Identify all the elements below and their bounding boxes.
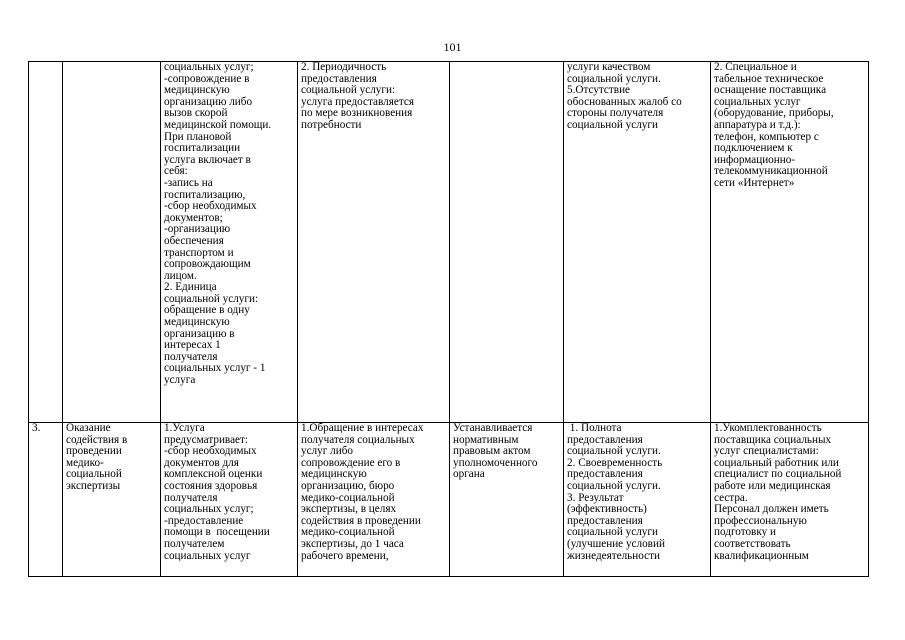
cell-text-line: интересах 1 — [164, 339, 221, 352]
cell-text-line: лицом. — [164, 269, 197, 282]
cell-text-line: информационно- — [714, 153, 796, 166]
cell-text-line: документов; — [164, 211, 223, 224]
cell-text-line: организацию либо — [164, 95, 253, 108]
cell-quality — [564, 423, 711, 577]
cell-text-line: -сбор необходимых — [164, 445, 257, 458]
cell-text-line: -организацию — [164, 223, 231, 236]
cell-text-line: 5.Отсутствие — [567, 84, 631, 97]
cell-text-line: 2. Специальное и — [714, 61, 797, 73]
cell-text-line: медицинскую — [301, 468, 367, 481]
services-table — [28, 61, 869, 577]
cell-text-line: госпитализации — [164, 142, 241, 155]
cell-text-line: социальных услуг; — [164, 61, 254, 73]
cell-service-timing — [298, 62, 450, 423]
cell-text-line: сопровождение его в — [301, 456, 401, 469]
cell-text-line: социальной услуги — [567, 526, 658, 539]
cell-text-line: сестра. — [714, 491, 748, 504]
cell-text-line: помощи в посещении — [164, 526, 270, 539]
cell-text-line: содействия в — [66, 433, 128, 446]
cell-text-line: жизнедеятельности — [567, 549, 660, 562]
cell-text-line: обоснованных жалоб со — [567, 95, 682, 108]
cell-text-line: 1.Услуга — [164, 422, 205, 434]
cell-text-line: квалификационным — [714, 549, 809, 562]
cell-text-line: предоставления — [567, 468, 643, 481]
cell-text-line: При плановой — [164, 130, 232, 143]
cell-text-line: подготовку и — [714, 526, 776, 539]
cell-text-line: специалист по социальной — [714, 468, 842, 481]
cell-text-line: телефон, компьютер с — [714, 130, 819, 143]
cell-text-line: -запись на — [164, 176, 213, 189]
cell-text-line: услуга предоставляется — [301, 95, 414, 108]
cell-text-line: работе или медицинская — [714, 479, 831, 492]
cell-text-line: 1.Укомплектованность — [714, 422, 822, 434]
cell-text-line: (улучшение условий — [567, 537, 665, 550]
cell-service-description — [161, 62, 298, 423]
cell-text-line: Устанавливается — [453, 422, 533, 434]
cell-text-line: получателя — [164, 491, 218, 504]
cell-text-line: экспертизы, до 1 часа — [301, 537, 404, 550]
cell-text-line: Персонал должен иметь — [714, 503, 829, 516]
cell-text-line: по мере возникновения — [301, 107, 413, 120]
cell-text-line: соответствовать — [714, 537, 791, 550]
cell-text-line: 1.Обращение в интересах — [301, 422, 424, 434]
cell-text-line: обеспечения — [164, 234, 224, 247]
cell-text-line: социальных услуг — [714, 95, 801, 108]
cell-text-line: медицинскую — [164, 316, 230, 329]
table-row — [29, 62, 869, 423]
cell-service-timing — [298, 423, 450, 577]
cell-text-line: обращение в одну — [164, 304, 250, 317]
cell-text-line: Оказание — [66, 422, 111, 434]
cell-text-line: (эффективность) — [567, 503, 647, 516]
cell-text-line: медицинскую — [164, 84, 230, 97]
cell-number — [29, 423, 63, 577]
cell-text-line: социальной услуги — [567, 118, 658, 131]
page-number: 101 — [443, 40, 462, 54]
cell-text-line: табельное техническое — [714, 72, 824, 85]
cell-text-line: медико-социальной — [301, 526, 395, 539]
cell-text-line: правовым актом — [453, 445, 531, 458]
cell-text-line: подключением к — [714, 142, 793, 155]
cell-text-line: оснащение поставщика — [714, 84, 827, 97]
cell-text-line: социальных услуг - 1 — [164, 362, 266, 375]
cell-text-line: потребности — [301, 118, 362, 131]
cell-text-line: получателя социальных — [301, 433, 415, 446]
cell-text-line: предусматривает: — [164, 433, 248, 446]
cell-text-line: социальной услуги: — [301, 84, 396, 97]
cell-text-line: 1. Полнота — [567, 422, 622, 434]
cell-norm — [450, 62, 564, 423]
table-row — [29, 423, 869, 577]
cell-text-line: медико- — [66, 456, 104, 469]
cell-text-line: проведении — [66, 445, 122, 458]
cell-text-line: вызов скорой — [164, 107, 228, 120]
cell-text-line: социальной услуги: — [164, 292, 259, 305]
cell-text-line: нормативным — [453, 433, 519, 446]
cell-text-line: экспертизы — [66, 479, 121, 492]
cell-text-line: органа — [453, 468, 485, 481]
cell-text-line: содействия в проведении — [301, 514, 421, 527]
cell-text-line: поставщика социальных — [714, 433, 832, 446]
cell-service-name — [63, 423, 161, 577]
cell-text-line: 3. Результат — [567, 491, 624, 504]
cell-number — [29, 62, 63, 423]
cell-conditions — [711, 62, 869, 423]
cell-text-line: документов для — [164, 456, 239, 469]
cell-text-line: 2. Своевременность — [567, 456, 663, 469]
cell-text-line: социальных услуг; — [164, 503, 254, 516]
cell-text-line: социальных услуг — [164, 549, 251, 562]
cell-text-line: сопровождающим — [164, 258, 251, 271]
cell-text-line: 2. Периодичность — [301, 61, 387, 73]
cell-text-line: услуги качеством — [567, 61, 651, 73]
cell-text-line: услуг либо — [301, 445, 353, 458]
cell-text-line: -сбор необходимых — [164, 200, 257, 213]
cell-text-line: предоставления — [567, 433, 643, 446]
cell-text-line: телекоммуникационной — [714, 165, 828, 178]
cell-text-line: 2. Единица — [164, 281, 217, 294]
cell-text-line: медицинской помощи. — [164, 118, 272, 131]
cell-norm — [450, 423, 564, 577]
cell-text-line: медико-социальной — [301, 491, 395, 504]
cell-text-line: сети «Интернет» — [714, 176, 795, 189]
cell-text-line: транспортом и — [164, 246, 234, 259]
cell-text-line: -предоставление — [164, 514, 244, 527]
cell-text-line: услуга — [164, 374, 196, 387]
cell-text-line: себя: — [164, 165, 188, 178]
cell-text-line: социальной услуги. — [567, 479, 661, 492]
cell-text-line: уполномоченного — [453, 456, 538, 469]
cell-conditions — [711, 423, 869, 577]
cell-text-line: социальной услуги. — [567, 445, 661, 458]
cell-text-line: получателя — [164, 350, 218, 363]
cell-text-line: стороны получателя — [567, 107, 664, 120]
cell-text-line: организацию в — [164, 327, 235, 340]
cell-text-line: предоставления — [301, 72, 377, 85]
cell-text-line: состояния здоровья — [164, 479, 258, 492]
cell-text-line: 3. — [32, 422, 41, 434]
cell-text-line: социальной — [66, 468, 122, 481]
cell-text-line: предоставления — [567, 514, 643, 527]
cell-quality — [564, 62, 711, 423]
cell-text-line: социальной услуги. — [567, 72, 661, 85]
cell-text-line: получателем — [164, 537, 225, 550]
cell-text-line: организацию, бюро — [301, 479, 395, 492]
cell-text-line: аппаратура и т.д.): — [714, 118, 801, 131]
cell-text-line: услуг специалистами: — [714, 445, 819, 458]
cell-text-line: госпитализацию, — [164, 188, 246, 201]
cell-text-line: рабочего времени, — [301, 549, 389, 562]
cell-text-line: профессиональную — [714, 514, 807, 527]
cell-text-line: социальный работник или — [714, 456, 839, 469]
cell-service-description — [161, 423, 298, 577]
cell-text-line: услуга включает в — [164, 153, 251, 166]
cell-text-line: экспертизы, в целях — [301, 503, 397, 516]
cell-text-line: (оборудование, приборы, — [714, 107, 834, 120]
cell-service-name — [63, 62, 161, 423]
cell-text-line: комплексной оценки — [164, 468, 263, 481]
cell-text-line: -сопровождение в — [164, 72, 250, 85]
